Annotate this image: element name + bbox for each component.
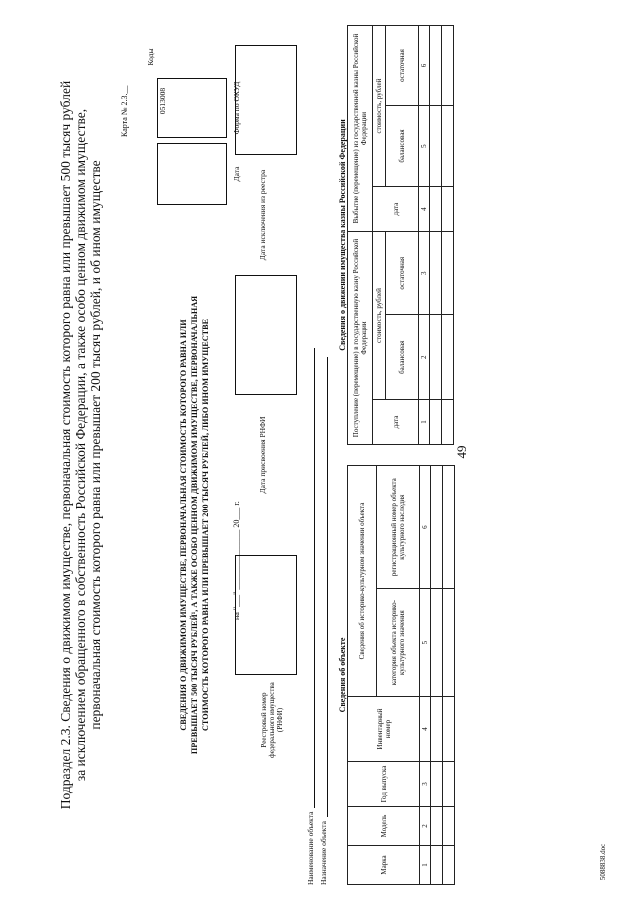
col-disposal-balance-header: балансовая bbox=[386, 106, 419, 187]
report-date-line: на "___" _______________ 20___ г. bbox=[232, 501, 241, 620]
col-disposal-date-header: дата bbox=[373, 187, 419, 232]
card-number: Карта № 2.3.__ bbox=[120, 85, 129, 137]
assign-date-label: Дата присвоения РНФИ bbox=[258, 416, 267, 494]
date-label: Дата bbox=[232, 166, 241, 182]
assign-date-box[interactable] bbox=[235, 275, 297, 395]
table-cell[interactable] bbox=[442, 106, 454, 187]
table-cell[interactable] bbox=[431, 846, 443, 885]
object-purpose-line bbox=[327, 357, 328, 817]
col-heritage-reg-header: регистрационный номер объекта культурного наследия bbox=[377, 466, 420, 589]
table-row bbox=[430, 26, 442, 445]
col-receipt-residual-header: остаточная bbox=[386, 232, 419, 315]
table-row bbox=[443, 466, 455, 885]
table-cell[interactable] bbox=[442, 315, 454, 400]
col-receipt-header: Поступление (перемещение) в государственную казну Российской Федерации bbox=[348, 232, 373, 445]
movement-info-table bbox=[347, 25, 454, 445]
col-number: 2 bbox=[419, 315, 430, 400]
page-number: 49 bbox=[454, 445, 469, 459]
col-number: 2 bbox=[420, 807, 431, 846]
col-model-header: Модель bbox=[348, 807, 420, 846]
table-row bbox=[442, 26, 454, 445]
col-number: 3 bbox=[419, 232, 430, 315]
table-cell[interactable] bbox=[430, 26, 442, 106]
object-purpose-field[interactable] bbox=[319, 357, 328, 885]
col-heritage-category-header: категория объекта историко-культурного значения bbox=[377, 589, 420, 697]
table-cell[interactable] bbox=[442, 400, 454, 445]
rnfi-label: Реестровый номер федерального имущества (РНФИ) bbox=[260, 682, 284, 758]
col-number: 6 bbox=[420, 466, 431, 589]
col-disposal-cost-header: стоимость, рублей bbox=[373, 26, 386, 187]
table-cell[interactable] bbox=[443, 589, 455, 697]
subsection-title bbox=[58, 25, 103, 865]
table-cell[interactable] bbox=[442, 187, 454, 232]
subsection-title-line: Подраздел 2.3. Сведения о движимом имуществе, первоначальная стоимость которого равна или превышает 500 тысяч рублей bbox=[58, 80, 73, 810]
okud-code-box[interactable] bbox=[157, 78, 227, 138]
object-info-title: Сведения об объекте bbox=[338, 637, 347, 713]
table-cell[interactable] bbox=[442, 26, 454, 106]
subsection-title-line: за исключением обращенного в собственность Российской Федерации, а также особо ценном движимом имуществе, bbox=[73, 108, 88, 782]
object-purpose-label: Назначение объекта bbox=[319, 821, 328, 885]
main-title: СВЕДЕНИЯ О ДВИЖИМОМ ИМУЩЕСТВЕ, ПЕРВОНАЧАЛЬНАЯ СТОИМОСТЬ КОТОРОГО РАВНА ИЛИ ПРЕВЫШАЕТ 500 ТЫСЯЧ РУБЛЕЙ¹, А ТАКЖЕ ОСОБО ЦЕННОМ ДВИЖИМОМ ИМУЩЕСТВЕ, ПЕРВОНАЧАЛЬНАЯ СТОИМОСТЬ КОТОРОГО РАВНА ИЛИ ПРЕВЫШАЕТ 200 ТЫСЯЧ РУБЛЕЙ, ЛИБО ИНОМ ИМУЩЕСТВЕ bbox=[179, 295, 210, 755]
date-code-box[interactable] bbox=[157, 143, 227, 205]
col-number: 6 bbox=[419, 26, 430, 106]
table-cell[interactable] bbox=[431, 697, 443, 762]
col-number: 4 bbox=[420, 697, 431, 762]
table-cell[interactable] bbox=[430, 232, 442, 315]
object-name-field[interactable] bbox=[306, 348, 315, 885]
col-brand-header: Марка bbox=[348, 846, 420, 885]
form-okud-label: Форма по ОКУД bbox=[232, 81, 241, 135]
subsection-title-line: первоначальная стоимость которого равна или превышает 200 тысяч рублей, и об ином имуществе bbox=[88, 160, 103, 730]
table-cell[interactable] bbox=[431, 807, 443, 846]
table-cell[interactable] bbox=[431, 589, 443, 697]
col-number: 3 bbox=[420, 762, 431, 807]
table-cell[interactable] bbox=[443, 807, 455, 846]
object-info-table bbox=[347, 465, 455, 885]
exclusion-date-box[interactable] bbox=[235, 45, 297, 155]
codes-label: Коды bbox=[146, 48, 155, 66]
table-cell[interactable] bbox=[443, 846, 455, 885]
table-cell[interactable] bbox=[443, 762, 455, 807]
table-row bbox=[431, 466, 443, 885]
col-receipt-cost-header: стоимость, рублей bbox=[373, 232, 386, 400]
table-cell[interactable] bbox=[442, 232, 454, 315]
col-disposal-residual-header: остаточная bbox=[386, 26, 419, 106]
object-name-line bbox=[314, 348, 315, 808]
movement-info-title: Сведения о движении имущества казны Российской Федерации bbox=[338, 119, 347, 351]
col-year-header: Год выпуска bbox=[348, 762, 420, 807]
col-receipt-balance-header: балансовая bbox=[386, 315, 419, 400]
document-footer: 5088838.doc bbox=[599, 843, 607, 881]
object-name-label: Наименование объекта bbox=[306, 811, 315, 885]
col-number: 5 bbox=[419, 106, 430, 187]
col-number: 5 bbox=[420, 589, 431, 697]
table-cell[interactable] bbox=[430, 315, 442, 400]
exclusion-date-label: Дата исключения из реестра bbox=[258, 169, 267, 261]
table-cell[interactable] bbox=[430, 400, 442, 445]
table-cell[interactable] bbox=[430, 106, 442, 187]
table-cell[interactable] bbox=[431, 466, 443, 589]
table-cell[interactable] bbox=[431, 762, 443, 807]
col-number: 1 bbox=[420, 846, 431, 885]
okud-code: 0513008 bbox=[158, 87, 167, 115]
table-cell[interactable] bbox=[443, 466, 455, 589]
col-number: 1 bbox=[419, 400, 430, 445]
table-cell[interactable] bbox=[430, 187, 442, 232]
col-inventory-header: Инвентарный номер bbox=[348, 697, 420, 762]
col-disposal-header: Выбытие (перемещение) из государственной казны Российской Федерации bbox=[348, 26, 373, 232]
col-number: 4 bbox=[419, 187, 430, 232]
table-cell[interactable] bbox=[443, 697, 455, 762]
col-heritage-header: Сведения об историко-культурном значении объекта bbox=[348, 466, 377, 697]
col-receipt-date-header: дата bbox=[373, 400, 419, 445]
rnfi-box[interactable] bbox=[235, 555, 297, 675]
